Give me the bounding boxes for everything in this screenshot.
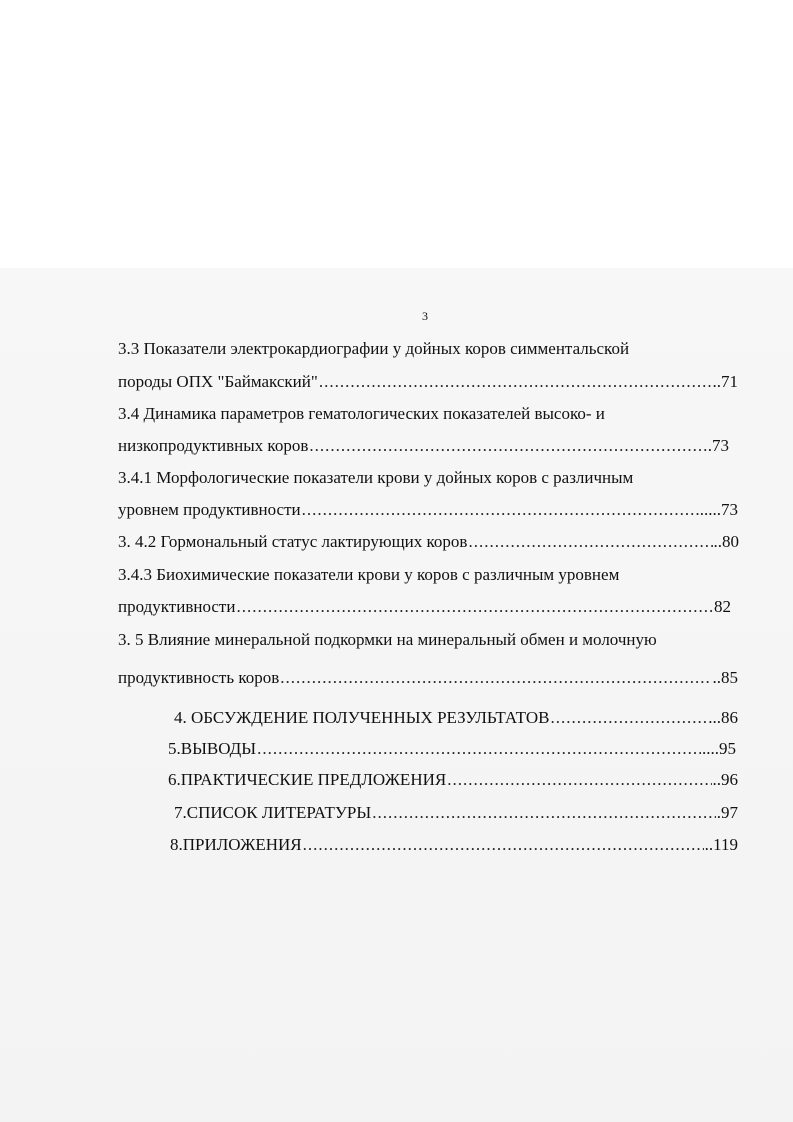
page-number: 3 [422,309,428,323]
toc-entry-8 [170,835,738,855]
toc-entry-6 [168,770,738,790]
dot-leader [280,668,711,688]
toc-entry-3-4-title: низкопродуктивных коров [118,436,309,455]
toc-entry-5 [168,739,736,759]
toc-entry-3-4-1-title: уровнем продуктивности [118,500,301,519]
dot-leader [468,532,712,552]
toc-entry-3-4-page: .73 [707,436,729,455]
dot-leader [550,708,707,728]
toc-entry-6-title: 6.ПРАКТИЧЕСКИЕ ПРЕДЛОЖЕНИЯ [168,770,447,789]
toc-entry-3-4-1-line-1: 3.4.1 Морфологические показатели крови у дойных коров с различным [118,468,634,487]
toc-entry-4-page: ...86 [708,708,738,727]
dot-leader [447,770,711,790]
toc-entry-4-title: 4. ОБСУЖДЕНИЕ ПОЛУЧЕННЫХ РЕЗУЛЬТАТОВ [174,708,550,727]
toc-entry-7-title: 7.СПИСОК ЛИТЕРАТУРЫ [174,803,372,822]
toc-entry-5-page: ....95 [702,739,736,758]
scanned-page-area [0,268,793,1122]
toc-entry-3-5-title: продуктивность коров [118,668,280,687]
toc-entry-3-4-2-page: ..80 [713,532,739,551]
dot-leader [302,500,699,520]
toc-entry-3-4-3-page: 82 [714,597,731,616]
dot-leader [236,597,713,617]
dot-leader [257,739,701,759]
toc-entry-8-page: ..119 [704,835,738,854]
toc-entry-4 [174,708,738,728]
dot-leader [303,835,704,855]
dot-leader [319,372,712,392]
toc-entry-6-page: ..96 [712,770,738,789]
toc-entry-8-title: 8.ПРИЛОЖЕНИЯ [170,835,302,854]
toc-entry-5-title: 5.ВЫВОДЫ [168,739,257,758]
toc-entry-3-4-2 [118,532,739,552]
toc-entry-3-5 [118,668,738,688]
toc-entry-3-5-page: ..85 [712,668,738,687]
toc-entry-3-4-1-page: .....73 [699,500,738,519]
toc-entry-3-4 [118,436,729,456]
toc-entry-3-4-3-line-1: 3.4.3 Биохимические показатели крови у коров с различным уровнем [118,565,620,584]
toc-entry-7 [174,803,738,823]
toc-entry-3-5-line-1: 3. 5 Влияние минеральной подкормки на минеральный обмен и молочную [118,630,657,649]
toc-entry-3-3-page: ..71 [712,372,738,391]
toc-entry-3-4-line-1: 3.4 Динамика параметров гематологических показателей высоко- и [118,404,605,423]
toc-entry-3-4-3-title: продуктивности [118,597,236,616]
toc-entry-7-page: .97 [716,803,738,822]
dot-leader [372,803,716,823]
toc-entry-3-4-1 [118,500,738,520]
toc-entry-3-3-title: породы ОПХ "Баймакский" [118,372,318,391]
toc-entry-3-3-line-1: 3.3 Показатели электрокардиографии у дойных коров симментальской [118,339,630,358]
toc-entry-3-4-3 [118,597,731,617]
toc-entry-3-3 [118,372,738,392]
toc-entry-3-4-2-title: 3. 4.2 Гормональный статус лактирующих коров [118,532,468,551]
dot-leader [309,436,706,456]
